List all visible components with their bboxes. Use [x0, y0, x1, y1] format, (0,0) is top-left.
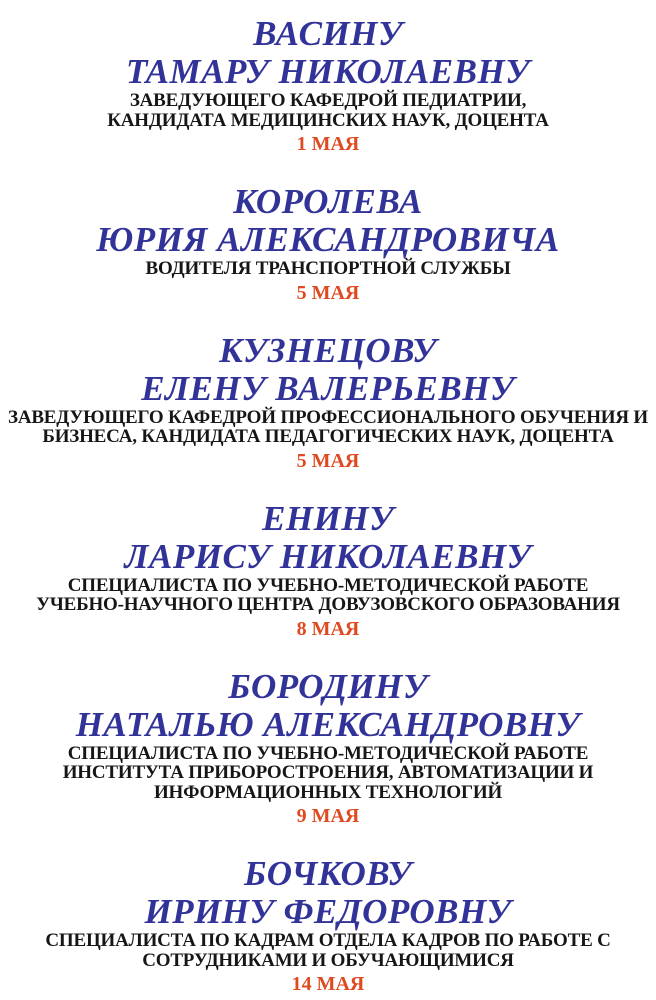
- person-given-name: ЕЛЕНУ ВАЛЕРЬЕВНУ: [141, 368, 515, 408]
- birthday-date: 8 МАЯ: [296, 617, 360, 640]
- person-position-line: СОТРУДНИКАМИ И ОБУЧАЮЩИМИСЯ: [142, 949, 514, 971]
- person-given-name: ЛАРИСУ НИКОЛАЕВНУ: [124, 536, 532, 576]
- birthday-date: 1 МАЯ: [296, 133, 360, 155]
- birthday-list: [0, 15, 656, 994]
- birthday-entry: [0, 668, 656, 827]
- person-position-line: УЧЕБНО-НАУЧНОГО ЦЕНТРА ДОВУЗОВСКОГО ОБРАЗОВАНИЯ: [36, 594, 620, 615]
- birthday-entry: [0, 15, 656, 154]
- person-position-line: БИЗНЕСА, КАНДИДАТА ПЕДАГОГИЧЕСКИХ НАУК, ДОЦЕНТА: [42, 426, 614, 447]
- person-given-name: ЮРИЯ АЛЕКСАНДРОВИЧА: [96, 220, 560, 259]
- person-position-line: ЗАВЕДУЮЩЕГО КАФЕДРОЙ ПЕДИАТРИИ,: [129, 90, 527, 111]
- birthday-date: 14 МАЯ: [291, 973, 365, 995]
- person-surname: БОЧКОВУ: [244, 854, 412, 893]
- person-given-name: НАТАЛЬЮ АЛЕКСАНДРОВНУ: [75, 704, 581, 744]
- person-given-name: ТАМАРУ НИКОЛАЕВНУ: [125, 52, 531, 91]
- person-position-line: КАНДИДАТА МЕДИЦИНСКИХ НАУК, ДОЦЕНТА: [107, 109, 549, 131]
- person-surname: ВАСИНУ: [253, 14, 403, 53]
- person-surname: ЕНИНУ: [262, 498, 394, 538]
- birthday-date: 5 МАЯ: [296, 281, 360, 304]
- birthday-entry: [0, 183, 656, 303]
- person-position-line: ВОДИТЕЛЯ ТРАНСПОРТНОЙ СЛУЖБЫ: [145, 258, 511, 279]
- birthday-date: 5 МАЯ: [296, 449, 360, 472]
- person-position-line: СПЕЦИАЛИСТА ПО УЧЕБНО-МЕТОДИЧЕСКОЙ РАБОТЕ: [67, 742, 589, 764]
- person-position-line: ЗАВЕДУЮЩЕГО КАФЕДРОЙ ПРОФЕССИОНАЛЬНОГО ОБУЧЕНИЯ И: [7, 406, 649, 428]
- person-surname: БОРОДИНУ: [228, 666, 428, 706]
- birthday-entry: [0, 332, 656, 471]
- person-surname: КУЗНЕЦОВУ: [219, 330, 437, 370]
- person-position-line: ИНСТИТУТА ПРИБОРОСТРОЕНИЯ, АВТОМАТИЗАЦИИ И: [62, 762, 594, 783]
- birthday-entry: [0, 500, 656, 639]
- birthday-date: 9 МАЯ: [296, 805, 360, 827]
- person-position-line: СПЕЦИАЛИСТА ПО КАДРАМ ОТДЕЛА КАДРОВ ПО РАБОТЕ С: [45, 930, 611, 951]
- person-given-name: ИРИНУ ФЕДОРОВНУ: [144, 892, 512, 931]
- birthday-entry: [0, 855, 656, 994]
- person-position-line: ИНФОРМАЦИОННЫХ ТЕХНОЛОГИЙ: [153, 781, 503, 803]
- person-surname: КОРОЛЕВА: [233, 182, 423, 221]
- person-position-line: СПЕЦИАЛИСТА ПО УЧЕБНО-МЕТОДИЧЕСКОЙ РАБОТЕ: [67, 574, 589, 596]
